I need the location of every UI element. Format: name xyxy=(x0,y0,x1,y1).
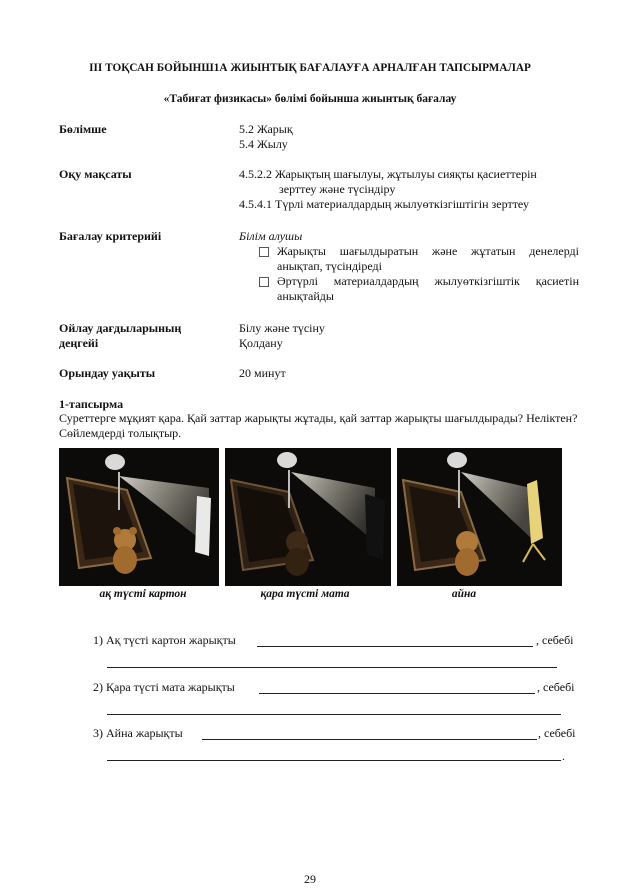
objective-item: 4.5.4.1 Түрлі материалдардың жылуөткізгіштігін зерттеу xyxy=(239,197,529,211)
caption-mirror: айна xyxy=(451,588,477,600)
criteria-item-text: Жарықты шағылдыратын және жұтатын денелерді анықтап, түсіндіреді xyxy=(277,244,579,273)
question-end: , себебі xyxy=(538,726,576,740)
caption-white-cardboard: ақ түсті картон xyxy=(99,588,187,600)
skills-values xyxy=(239,321,579,351)
objectives-label: Оқу мақсаты xyxy=(59,167,132,181)
section-value: 5.4 Жылу xyxy=(239,137,288,151)
skills-value: Қолдану xyxy=(239,336,283,350)
answer-line[interactable] xyxy=(257,646,533,647)
skills-label-line: Ойлау дағдыларының xyxy=(59,321,182,335)
section-values xyxy=(239,122,579,152)
objective-item: 4.5.2.2 Жарықтың шағылуы, жұтылуы сияқты қасиеттерін xyxy=(239,167,537,181)
question-end: , себебі xyxy=(536,633,574,647)
checkbox-icon xyxy=(259,277,269,287)
answer-line[interactable] xyxy=(202,739,537,740)
criteria-values xyxy=(239,229,579,304)
criteria-item-text: Әртүрлі материалдардың жылуөткізгіштік қасиетін анықтайды xyxy=(277,274,579,303)
photo-black-cloth xyxy=(225,448,391,586)
criteria-item xyxy=(259,244,579,274)
answer-line[interactable] xyxy=(259,693,535,694)
answer-line[interactable] xyxy=(107,667,557,668)
task-text: Суреттерге мұқият қара. Қай заттар жарықты жұтады, қай заттар жарықты шағылдырады? Неліктен? Сөйлемдерді толықтыр. xyxy=(59,411,578,440)
checkbox-icon xyxy=(259,247,269,257)
question-end: , себебі xyxy=(537,680,575,694)
section-label: Бөлімше xyxy=(59,122,107,136)
question-number: 1) xyxy=(93,633,103,647)
page-subtitle: «Табиғат физикасы» бөлімі бойынша жиынтық бағалау xyxy=(163,93,457,105)
time-label: Орындау уақыты xyxy=(59,366,156,380)
question-text: Ақ түсті картон жарықты xyxy=(106,633,236,647)
page-title: III ТОҚСАН БОЙЫНШ1А ЖИЫНТЫҚ БАҒАЛАУҒА АРНАЛҒАН ТАПСЫРМАЛАР xyxy=(89,62,531,74)
photo-white-cardboard xyxy=(59,448,219,586)
section-value: 5.2 Жарық xyxy=(239,122,293,136)
answer-line[interactable] xyxy=(107,714,561,715)
caption-black-cloth: қара түсті мата xyxy=(260,588,350,600)
criteria-intro: Білім алушы xyxy=(239,229,303,243)
answer-line[interactable] xyxy=(107,760,561,761)
objectives-values xyxy=(239,167,579,212)
criteria-item xyxy=(259,274,579,304)
time-value: 20 минут xyxy=(239,366,286,380)
page-number: 29 xyxy=(304,872,316,886)
question-number: 2) xyxy=(93,680,103,694)
skills-label-line: деңгейі xyxy=(59,336,99,350)
skills-label xyxy=(59,321,229,351)
objective-item: зерттеу және түсіндіру xyxy=(279,182,396,196)
task-heading: 1-тапсырма xyxy=(59,397,124,411)
skills-value: Білу және түсіну xyxy=(239,321,325,335)
question-number: 3) xyxy=(93,726,103,740)
photo-mirror xyxy=(397,448,562,586)
final-dot: . xyxy=(562,749,565,763)
criteria-label: Бағалау критерийі xyxy=(59,229,162,243)
question-text: Айна жарықты xyxy=(106,726,183,740)
question-text: Қара түсті мата жарықты xyxy=(106,680,235,694)
